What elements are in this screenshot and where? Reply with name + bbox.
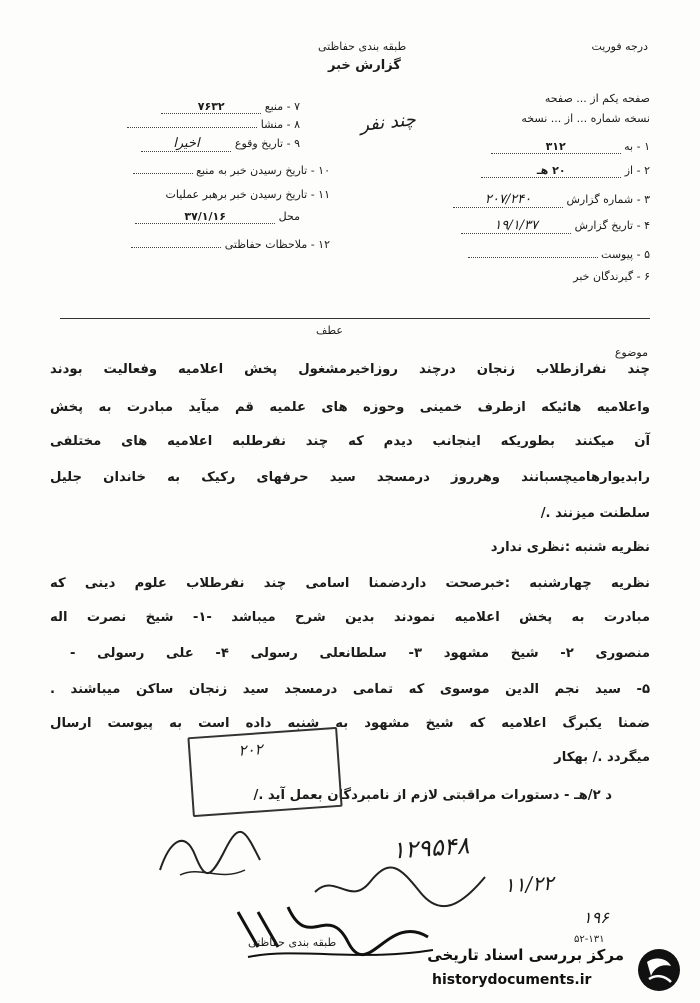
report-title: گزارش خبر [328, 58, 401, 73]
divider-line [60, 318, 650, 319]
field-report-date: ۴ - تاریخ گزارش ۱۹/۱/۳۷ [430, 218, 650, 234]
office-stamp [187, 727, 342, 817]
handwritten-note: چند نفر [359, 109, 417, 136]
body-line-10: ۵- سید نجم الدین موسوی که تمامی درمسجد سید زنجان ساکن میباشند . [50, 682, 650, 697]
handwritten-number-2: ۱۱/۲۲ [503, 870, 555, 898]
field-report-number: ۳ - شماره گزارش ۲۰۷/۲۴۰ [430, 192, 650, 208]
body-line-9: منصوری ۲- شیخ مشهود ۳- سلطانعلی رسولی ۴- علی رسولی - [70, 646, 650, 661]
body-line-11: ضمنا یکبرگ اعلامیه که شیخ مشهود به شنبه داده است به پیوست ارسال [50, 716, 650, 731]
archive-logo-icon [633, 946, 685, 994]
field-attachment: ۵ - پیوست [450, 248, 650, 261]
body-line-8: مبادرت به پخش اعلامیه نمودند بدین شرح میباشد -۱- شیخ نصرت اله [50, 610, 650, 625]
field-source: ۷ - منبع ۷۶۳۲ [100, 100, 300, 114]
body-line-1: چند نفرازطلاب زنجان درچند روزاخیرمشغول پخش اعلامیه وفعالیت بودند [50, 362, 650, 377]
bottom-code: ۵۲-۱۳۱ [574, 934, 605, 945]
field-recipients: ۶ - گیرندگان خبر [573, 270, 650, 283]
watermark-org: مرکز بررسی اسناد تاریخی [427, 946, 624, 964]
handwritten-number-1: ۱۲۹۵۴۸ [391, 831, 471, 865]
subject-label: موضوع [614, 346, 648, 359]
field-location: محل ۳۷/۱/۱۶ [100, 210, 300, 224]
body-line-6: نظریه شنبه :نظری ندارد [490, 540, 650, 555]
stamp-number: ۲۰۲ [237, 740, 264, 760]
priority-label: درجه فوریت [591, 40, 648, 53]
body-line-2: واعلامیه هائیکه ازطرف خمینی وحوزه های علمیه قم میآید مبادرت به پخش [50, 400, 650, 415]
atf-label: عطف [316, 324, 343, 337]
field-received-source: ۱۰ - تاریخ رسیدن خبر به منبع [60, 164, 330, 177]
classification-label: طبقه بندی حفاظتی [318, 40, 407, 53]
body-line-4: رابدیوارهامیچسبانند وهرروز درمسجد سید حرفهای رکیک به خاندان جلیل [50, 470, 650, 485]
field-received-leader: ۱۱ - تاریخ رسیدن خبر برهبر عملیات [165, 188, 330, 201]
field-copy: نسخه شماره ... از ... نسخه [521, 112, 650, 125]
field-origin: ۸ - منشا [100, 118, 300, 131]
body-line-12: میگردد ./ بهکار [554, 750, 650, 765]
field-security-notes: ۱۲ - ملاحظات حفاظتی [100, 238, 330, 251]
body-line-5: سلطنت میزنند ./ [540, 506, 650, 521]
field-event-date: ۹ - تاریخ وقوع اخیرا [100, 136, 300, 152]
footer-classification: طبقه بندی حفاظتی [248, 936, 337, 949]
body-line-7: نظریه چهارشنبه :خبرصحت داردضمنا اسامی چند نفرطلاب علوم دینی که [50, 576, 650, 591]
field-to: ۱ - به ۳۱۲ [450, 140, 650, 154]
signature-3-icon [228, 892, 448, 972]
field-page: صفحه یکم از ... صفحه [544, 92, 650, 105]
body-line-3: آن میکنند بطوریکه اینجانب دیدم که چند نفرطلبه اعلامیه های مختلفی [50, 434, 650, 449]
bottom-number: ۱۹۶ [583, 908, 609, 927]
watermark-url: historydocuments.ir [432, 972, 592, 988]
field-from: ۲ - از ۲۰ هـ [450, 164, 650, 178]
body-line-13: د ۲/هـ - دستورات مراقبتی لازم از نامبردگان بعمل آید ./ [253, 788, 612, 803]
signature-1-icon [150, 820, 270, 890]
